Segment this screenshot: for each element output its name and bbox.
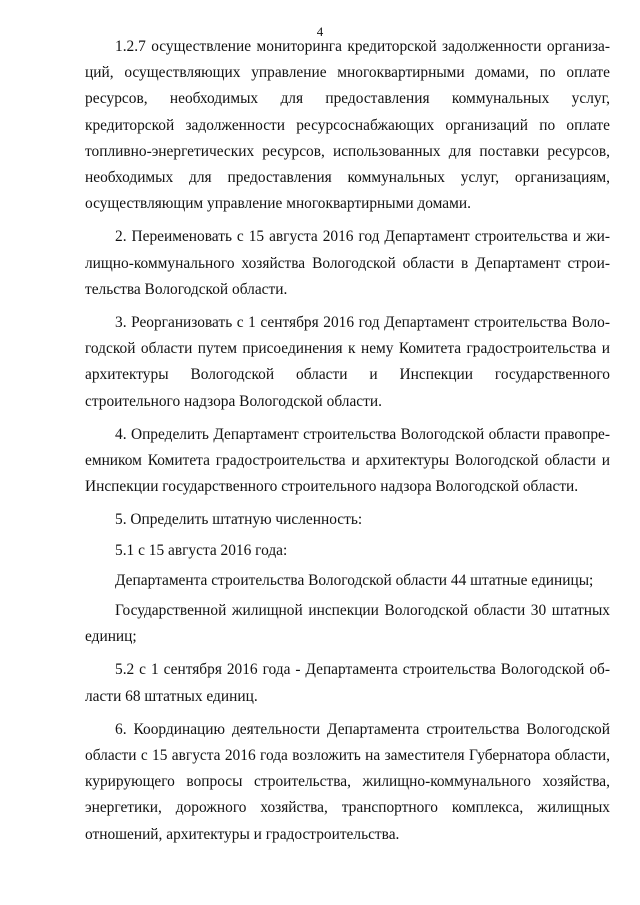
paragraph-1-2-7: 1.2.7 осуществление мониторинга кредиторской задолженности организаций, осуществляющих управление многоквартирными домами, по оплате ресурсов, необходимых для предоставления коммунальных услуг, кредиторской задолженности ресурсоснабжающих организаций по оплате топливно-энергетических ресурсов, использованных для поставки ресурсов, необходимых для предоставления коммунальных услуг, организациям, осуществляющим управление многоквартирными домами.: [85, 38, 610, 213]
page-number: 4: [316, 24, 324, 39]
paragraph-2-rename: 2. Переименовать с 15 августа 2016 год Департамент строительства и жилищно-коммунального хозяйства Вологодской области в Департамент строительства Вологодской области.: [85, 228, 610, 298]
paragraph-4-successor: 4. Определить Департамент строительства Вологодской области правопреемником Комитета градостроительства и архитектуры Вологодской области и Инспекции государственного строительного надзора Вологодской области.: [85, 425, 610, 496]
paragraph-5-staffing: 5. Определить штатную численность:: [115, 511, 363, 529]
paragraph-5-1-department: Департамента строительства Вологодской области 44 штатные единицы;: [115, 571, 594, 589]
paragraph-5-1: 5.1 с 15 августа 2016 года:: [115, 541, 288, 559]
paragraph-5-2: 5.2 с 1 сентября 2016 года - Департамента строительства Вологодской области 68 штатных единиц.: [85, 661, 610, 705]
document-body: [85, 34, 610, 855]
paragraph-5-1-inspection: Государственной жилищной инспекции Вологодской области 30 штатных единиц;: [85, 602, 610, 646]
paragraph-3-reorganize: 3. Реорганизовать с 1 сентября 2016 год Департамент строительства Вологодской области путем присоединения к нему Комитета градостроительства и архитектуры Вологодской области и Инспекции государственного строительного надзора Вологодской области.: [85, 314, 610, 410]
paragraph-6-coordination: 6. Координацию деятельности Департамента строительства Вологодской области с 15 августа 2016 года возложить на заместителя Губернатора области, курирующего вопросы строительства, жилищно-коммунального хозяйства, энергетики, дорожного хозяйства, транспортного комплекса, жилищных отношений, архитектуры и градостроительства.: [85, 720, 610, 843]
